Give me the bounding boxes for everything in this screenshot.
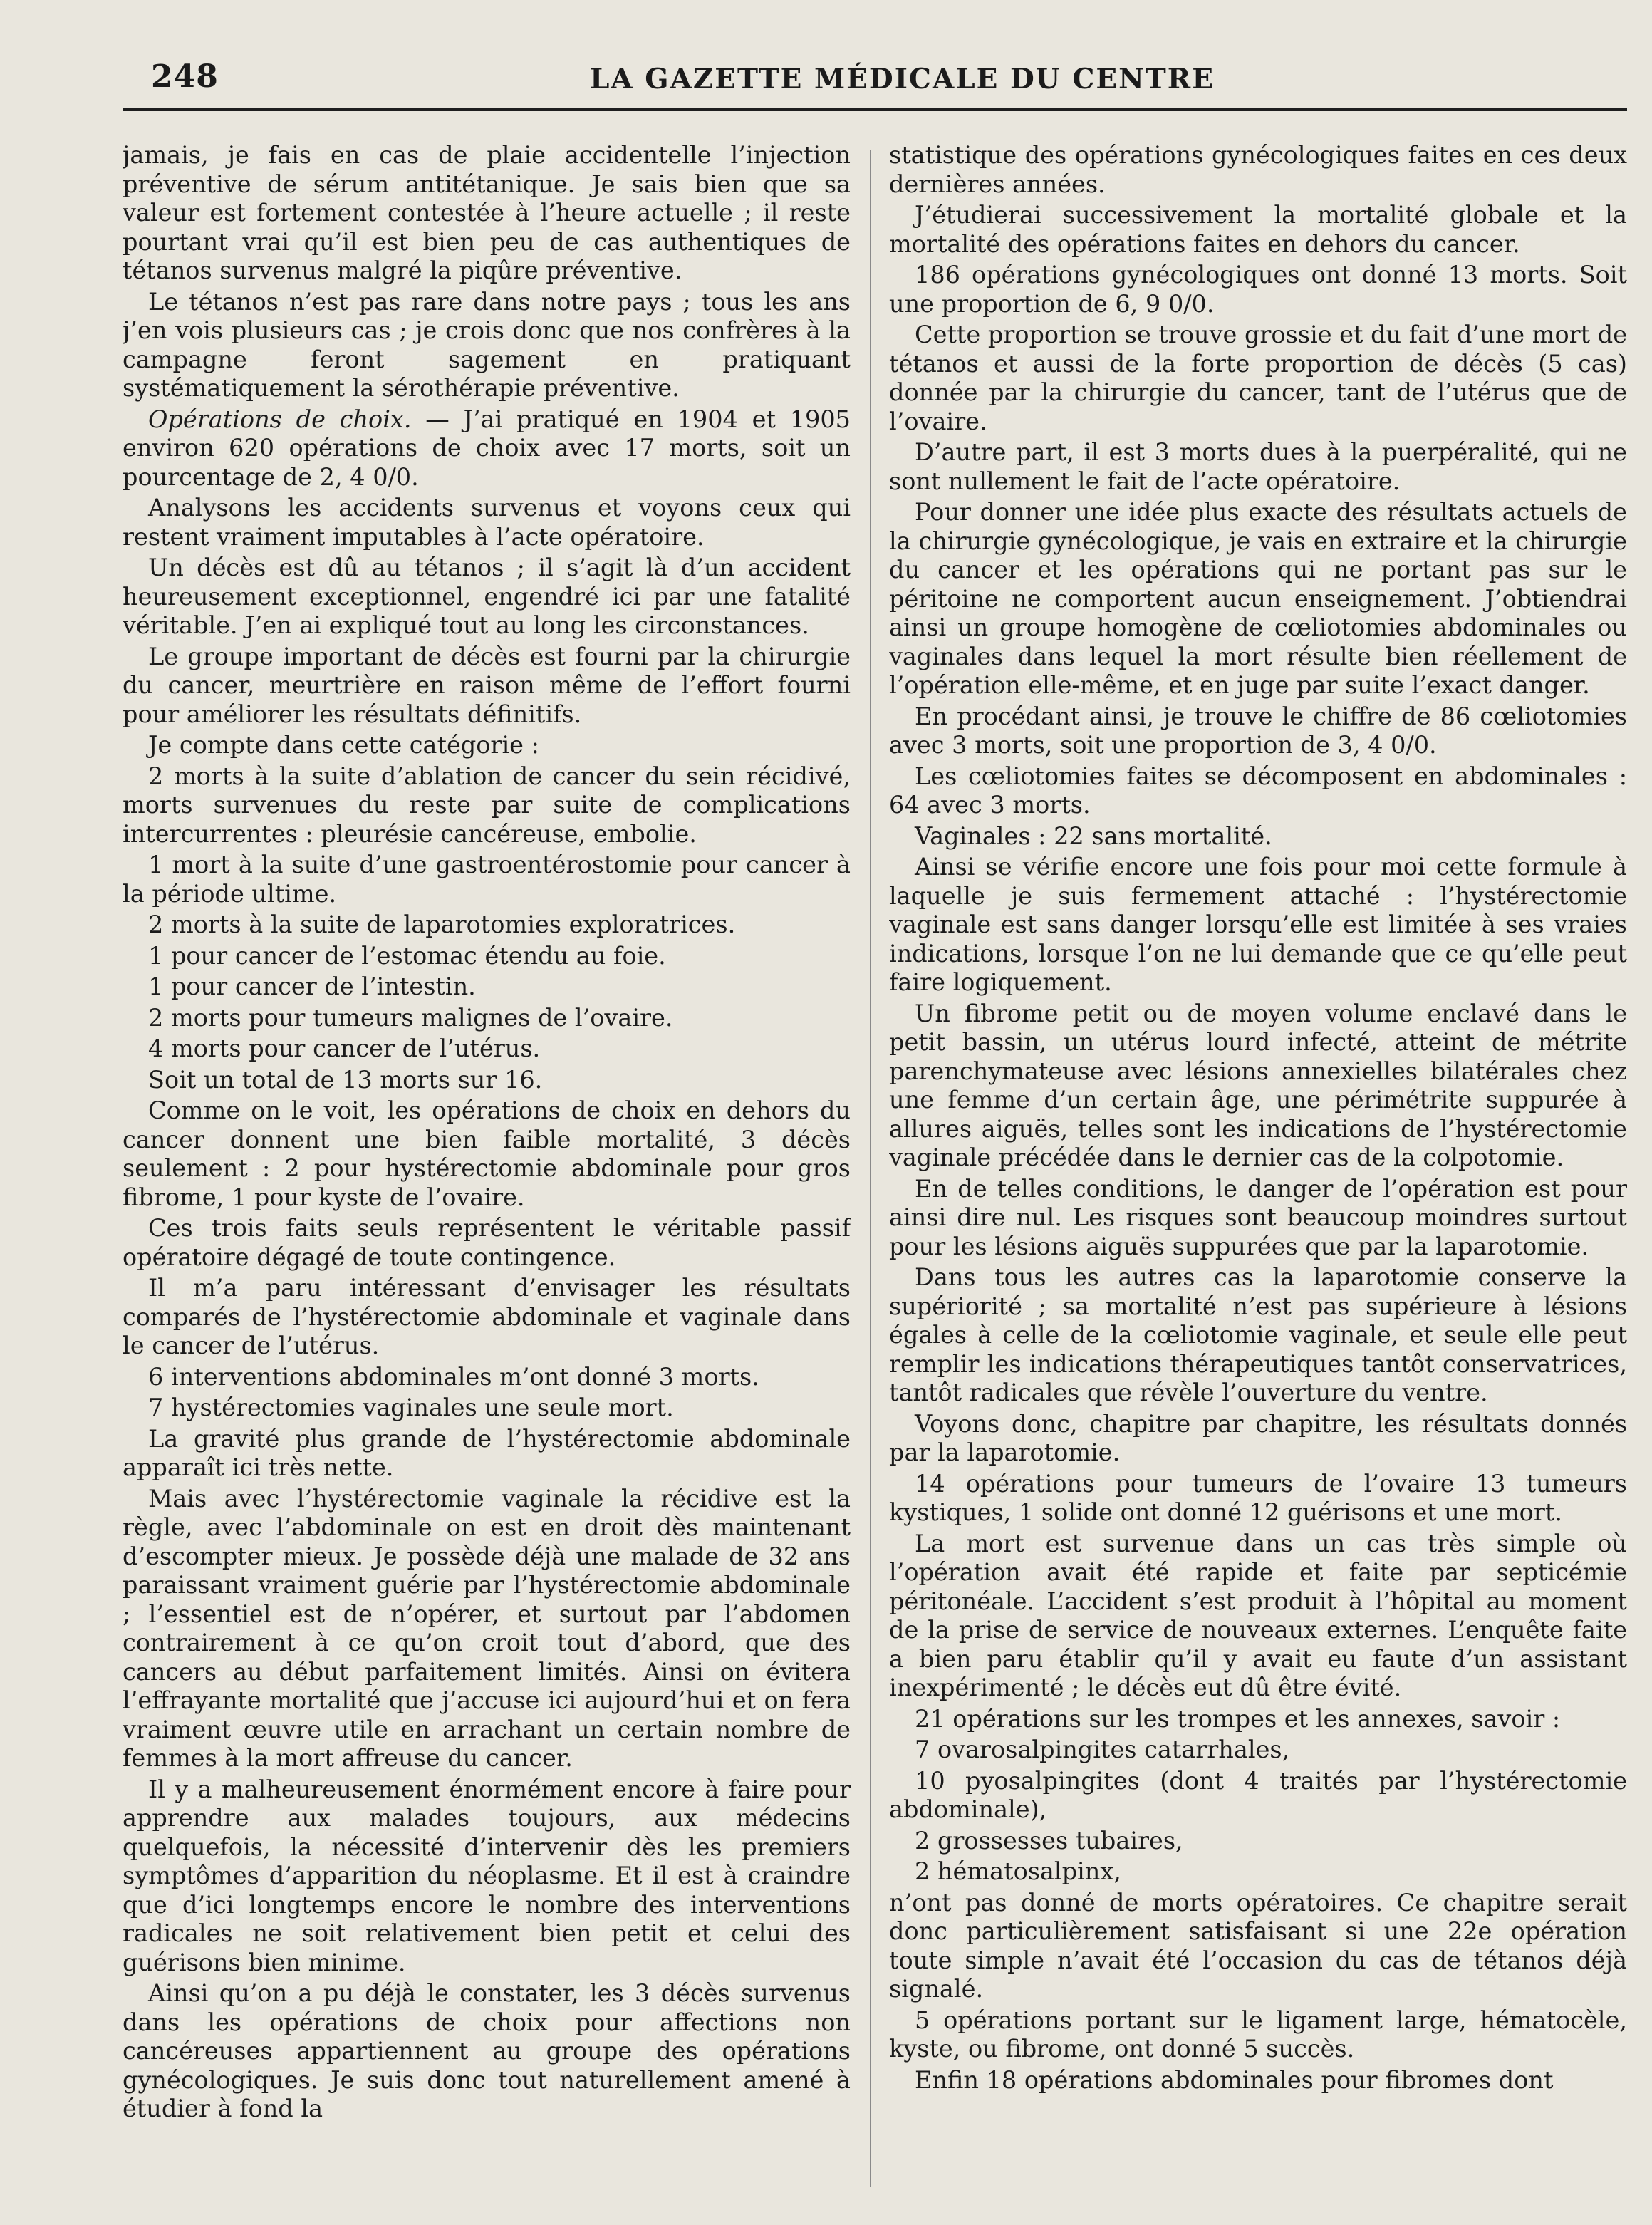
paragraph-text: Le tétanos n’est pas rare dans notre pays ; tous les ans j’en vois plusieurs cas ; je crois donc que nos confrères à la campagne feront sagement en pratiquant systématiquement la sérothérapie préventive. xyxy=(123,287,851,402)
paragraph-text: 1 pour cancer de l’estomac étendu au foie. xyxy=(148,941,666,970)
paragraph xyxy=(889,1263,1627,1408)
paragraph-text: Dans tous les autres cas la laparotomie conserve la supériorité ; sa mortalité n’est pas supérieure à lésions égales à celle de la cœliotomie vaginale, et seule elle peut remplir les indications thérapeutiques tantôt conservatrices, tantôt radicales que révèle l’ouverture du ventre. xyxy=(889,1263,1627,1406)
paragraph-text: Analysons les accidents survenus et voyons ceux qui restent vraiment imputables à l’acte opératoire. xyxy=(123,494,851,551)
paragraph-text: En de telles conditions, le danger de l’opération est pour ainsi dire nul. Les risques sont beaucoup moindres surtout pour les lésions aiguës suppurées que par la laparotomie. xyxy=(889,1174,1627,1260)
paragraph xyxy=(123,1066,851,1095)
paragraph-text: 1 mort à la suite d’une gastroentérostomie pour cancer à la période ultime. xyxy=(123,851,851,908)
paragraph xyxy=(123,1274,851,1361)
paragraph xyxy=(123,1485,851,1773)
paragraph xyxy=(889,321,1627,436)
paragraph xyxy=(889,853,1627,997)
paragraph xyxy=(123,1979,851,2124)
paragraph xyxy=(889,1705,1627,1734)
paragraph xyxy=(123,942,851,971)
paragraph xyxy=(123,554,851,640)
paragraph-text: Ces trois faits seuls représentent le véritable passif opératoire dégagé de toute contingence. xyxy=(123,1214,851,1271)
paragraph xyxy=(123,1004,851,1033)
paragraph-text: La gravité plus grande de l’hystérectomie abdominale apparaît ici très nette. xyxy=(123,1424,851,1481)
paragraph-text: Pour donner une idée plus exacte des résultats actuels de la chirurgie gynécologique, je vais en extraire et la chirurgie du cancer et les opérations qui ne portant pas sur le péritoine ne comportent aucun enseignement. J’obtiendrai ainsi un groupe homogène de cœliotomies abdominales ou vaginales dans lequel la mort résulte bien réellement de l’opération elle-même, et en juge par suite l’exact danger. xyxy=(889,498,1627,699)
paragraph-text: statistique des opérations gynécologiques faites en ces deux dernières années. xyxy=(889,141,1627,198)
paragraph-text: Enfin 18 opérations abdominales pour fibromes dont xyxy=(915,2065,1554,2094)
page-header xyxy=(0,0,1652,114)
paragraph xyxy=(889,1857,1627,1887)
paragraph xyxy=(889,1889,1627,2004)
paragraph-text: 2 hématosalpinx, xyxy=(915,1857,1121,1885)
paragraph-text: Je compte dans cette catégorie : xyxy=(148,731,539,759)
paragraph-text: 7 hystérectomies vaginales une seule mort. xyxy=(148,1394,674,1421)
paragraph-text: 10 pyosalpingites (dont 4 traités par l’hystérectomie abdominale), xyxy=(889,1766,1627,1823)
paragraph xyxy=(123,973,851,1002)
paragraph xyxy=(889,2006,1627,2064)
paragraph xyxy=(889,1767,1627,1825)
paragraph xyxy=(123,1775,851,1978)
paragraph xyxy=(123,1214,851,1272)
paragraph-text: Un décès est dû au tétanos ; il s’agit là d’un accident heureusement exceptionnel, engendré ici par une fatalité véritable. J’en ai expliqué tout au long les circonstances. xyxy=(123,554,851,639)
paragraph xyxy=(889,2066,1627,2095)
paragraph xyxy=(889,261,1627,318)
paragraph xyxy=(123,1363,851,1392)
paragraph-text: Soit un total de 13 morts sur 16. xyxy=(148,1065,543,1094)
paragraph-lead: Opérations de choix. xyxy=(148,405,412,433)
paragraph-text: — J’ai pratiqué en 1904 et 1905 environ 620 opérations de choix avec 17 morts, soit un pourcentage de 2, 4 0/0. xyxy=(123,405,851,491)
paragraph xyxy=(889,1000,1627,1173)
paragraph xyxy=(123,851,851,908)
paragraph-text: 21 opérations sur les trompes et les annexes, savoir : xyxy=(915,1704,1561,1733)
paragraph-text: Le groupe important de décès est fourni par la chirurgie du cancer, meurtrière en raison même de l’effort fourni pour améliorer les résultats définitifs. xyxy=(123,642,851,728)
paragraph xyxy=(889,1736,1627,1765)
right-column xyxy=(889,141,1627,2193)
paragraph-text: n’ont pas donné de morts opératoires. Ce chapitre serait donc particulièrement satisfaisant si une 22e opération toute simple n’avait été l’occasion du cas de tétanos déjà signalé. xyxy=(889,1888,1627,2003)
paragraph-text: Il y a malheureusement énormément encore à faire pour apprendre aux malades toujours, aux médecins quelquefois, la nécessité d’intervenir dès les premiers symptômes d’apparition du néoplasme. Et il est à craindre que d’ici longtemps encore le nombre des interventions radicales ne soit relativement bien petit et celui des guérisons bien minime. xyxy=(123,1775,851,1976)
paragraph-text: Cette proportion se trouve grossie et du fait d’une mort de tétanos et aussi de la forte proportion de décès (5 cas) donnée par la chirurgie du cancer, tant de l’utérus que de l’ovaire. xyxy=(889,321,1627,435)
paragraph xyxy=(889,1175,1627,1262)
paragraph xyxy=(889,141,1627,199)
paragraph-text: Comme on le voit, les opérations de choix en dehors du cancer donnent une bien faible mortalité, 3 décès seulement : 2 pour hystérectomie abdominale pour gros fibrome, 1 pour kyste de l’ovaire. xyxy=(123,1096,851,1211)
paragraph-text: Il m’a paru intéressant d’envisager les résultats comparés de l’hystérectomie abdominale et vaginale dans le cancer de l’utérus. xyxy=(123,1274,851,1359)
paragraph-text: La mort est survenue dans un cas très simple où l’opération avait été rapide et faite par septicémie péritonéale. L’accident s’est produit à l’hôpital au moment de la prise de service de nouveaux externes. L’enquête faite a bien paru établir qu’il y avait eu faute d’un assistant inexpérimenté ; le décès eut dû être évité. xyxy=(889,1529,1627,1701)
paragraph-text: Voyons donc, chapitre par chapitre, les résultats donnés par la laparotomie. xyxy=(889,1409,1627,1466)
paragraph xyxy=(889,762,1627,820)
paragraph xyxy=(123,1034,851,1064)
paragraph xyxy=(889,1470,1627,1528)
paragraph-text: jamais, je fais en cas de plaie accidentelle l’injection préventive de sérum antitétanique. Je sais bien que sa valeur est fortement contestée à l’heure actuelle ; il reste pourtant vrai qu’il est bien peu de cas authentiques de tétanos survenus malgré la piqûre préventive. xyxy=(123,141,851,284)
paragraph xyxy=(123,1425,851,1483)
paragraph xyxy=(889,1410,1627,1468)
paragraph xyxy=(889,822,1627,851)
paragraph-text: 2 morts à la suite d’ablation de cancer du sein récidivé, morts survenues du reste par suite de complications intercurrentes : pleurésie cancéreuse, embolie. xyxy=(123,762,851,848)
paragraph-text: Ainsi se vérifie encore une fois pour moi cette formule à laquelle je suis fermement attaché : l’hystérectomie vaginale est sans danger lorsqu’elle est limitée à ses vraies indications, lorsque l’on ne lui demande que ce qu’elle peut faire logiquement. xyxy=(889,853,1627,996)
paragraph xyxy=(123,1394,851,1423)
paragraph xyxy=(889,438,1627,496)
paragraph-text: 14 opérations pour tumeurs de l’ovaire 13 tumeurs kystiques, 1 solide ont donné 12 guérisons et une mort. xyxy=(889,1469,1627,1526)
paragraph xyxy=(889,201,1627,259)
paragraph xyxy=(123,405,851,492)
paragraph-text: Ainsi qu’on a pu déjà le constater, les 3 décès survenus dans les opérations de choix pour affections non cancéreuses appartiennent au groupe des opérations gynécologiques. Je suis donc tout naturellement amené à étudier à fond la xyxy=(123,1979,851,2122)
paragraph-text: 2 grossesses tubaires, xyxy=(915,1826,1183,1855)
paragraph xyxy=(123,288,851,403)
paragraph-text: J’étudierai successivement la mortalité globale et la mortalité des opérations faites en dehors du cancer. xyxy=(889,201,1627,258)
paragraph-text: 6 interventions abdominales m’ont donné 3 morts. xyxy=(148,1362,759,1391)
paragraph xyxy=(123,141,851,286)
paragraph xyxy=(889,1827,1627,1856)
paragraph-text: Vaginales : 22 sans mortalité. xyxy=(915,821,1272,850)
paragraph-text: 4 morts pour cancer de l’utérus. xyxy=(148,1034,541,1062)
paragraph xyxy=(123,494,851,551)
paragraph xyxy=(123,762,851,849)
paragraph-text: Un fibrome petit ou de moyen volume enclavé dans le petit bassin, un utérus lourd infecté, atteint de métrite parenchymateuse avec lésions annexielles bilatérales chez une femme d’un certain âge, une périmétrite suppurée à allures aiguës, telles sont les indications de l’hystérectomie vaginale précédée dans le dernier cas de la colpotomie. xyxy=(889,999,1627,1171)
paragraph-text: 2 morts pour tumeurs malignes de l’ovaire. xyxy=(148,1003,673,1032)
left-column xyxy=(123,141,851,2193)
paragraph-text: Les cœliotomies faites se décomposent en abdominales : 64 avec 3 morts. xyxy=(889,762,1627,819)
paragraph-text: Mais avec l’hystérectomie vaginale la récidive est la règle, avec l’abdominale on est en droit dès maintenant d’escompter mieux. Je possède déjà une malade de 32 ans paraissant vraiment guérie par l’hystérectomie abdominale ; l’essentiel est de n’opérer, et surtout par l’abdomen contrairement à ce qu’on croit tout d’abord, que des cancers au début parfaitement limités. Ainsi on évitera l’effrayante mortalité que j’accuse ici aujourd’hui et on fera vraiment œuvre utile en arrachant un certain nombre de femmes à la mort affreuse du cancer. xyxy=(123,1484,851,1772)
paragraph-text: 7 ovarosalpingites catarrhales, xyxy=(915,1736,1290,1763)
header-rule xyxy=(123,108,1627,111)
paragraph-text: 1 pour cancer de l’intestin. xyxy=(148,973,476,1000)
column-divider xyxy=(870,150,871,2187)
paragraph xyxy=(889,702,1627,760)
paragraph-text: En procédant ainsi, je trouve le chiffre de 86 cœliotomies avec 3 morts, soit une proportion de 3, 4 0/0. xyxy=(889,702,1627,759)
paragraph xyxy=(123,731,851,760)
paragraph xyxy=(889,1530,1627,1703)
paragraph xyxy=(123,1096,851,1212)
paragraph-text: 5 opérations portant sur le ligament large, hématocèle, kyste, ou fibrome, ont donné 5 succès. xyxy=(889,2006,1627,2063)
paragraph xyxy=(123,911,851,940)
paragraph xyxy=(889,498,1627,700)
paragraph-text: D’autre part, il est 3 morts dues à la puerpéralité, qui ne sont nullement le fait de l’acte opératoire. xyxy=(889,438,1627,495)
page-number: 248 xyxy=(151,58,219,95)
paragraph-text: 2 morts à la suite de laparotomies exploratrices. xyxy=(148,911,736,938)
running-title: LA GAZETTE MÉDICALE DU CENTRE xyxy=(590,63,1215,95)
paragraph-text: 186 opérations gynécologiques ont donné 13 morts. Soit une proportion de 6, 9 0/0. xyxy=(889,261,1627,318)
paragraph xyxy=(123,643,851,730)
